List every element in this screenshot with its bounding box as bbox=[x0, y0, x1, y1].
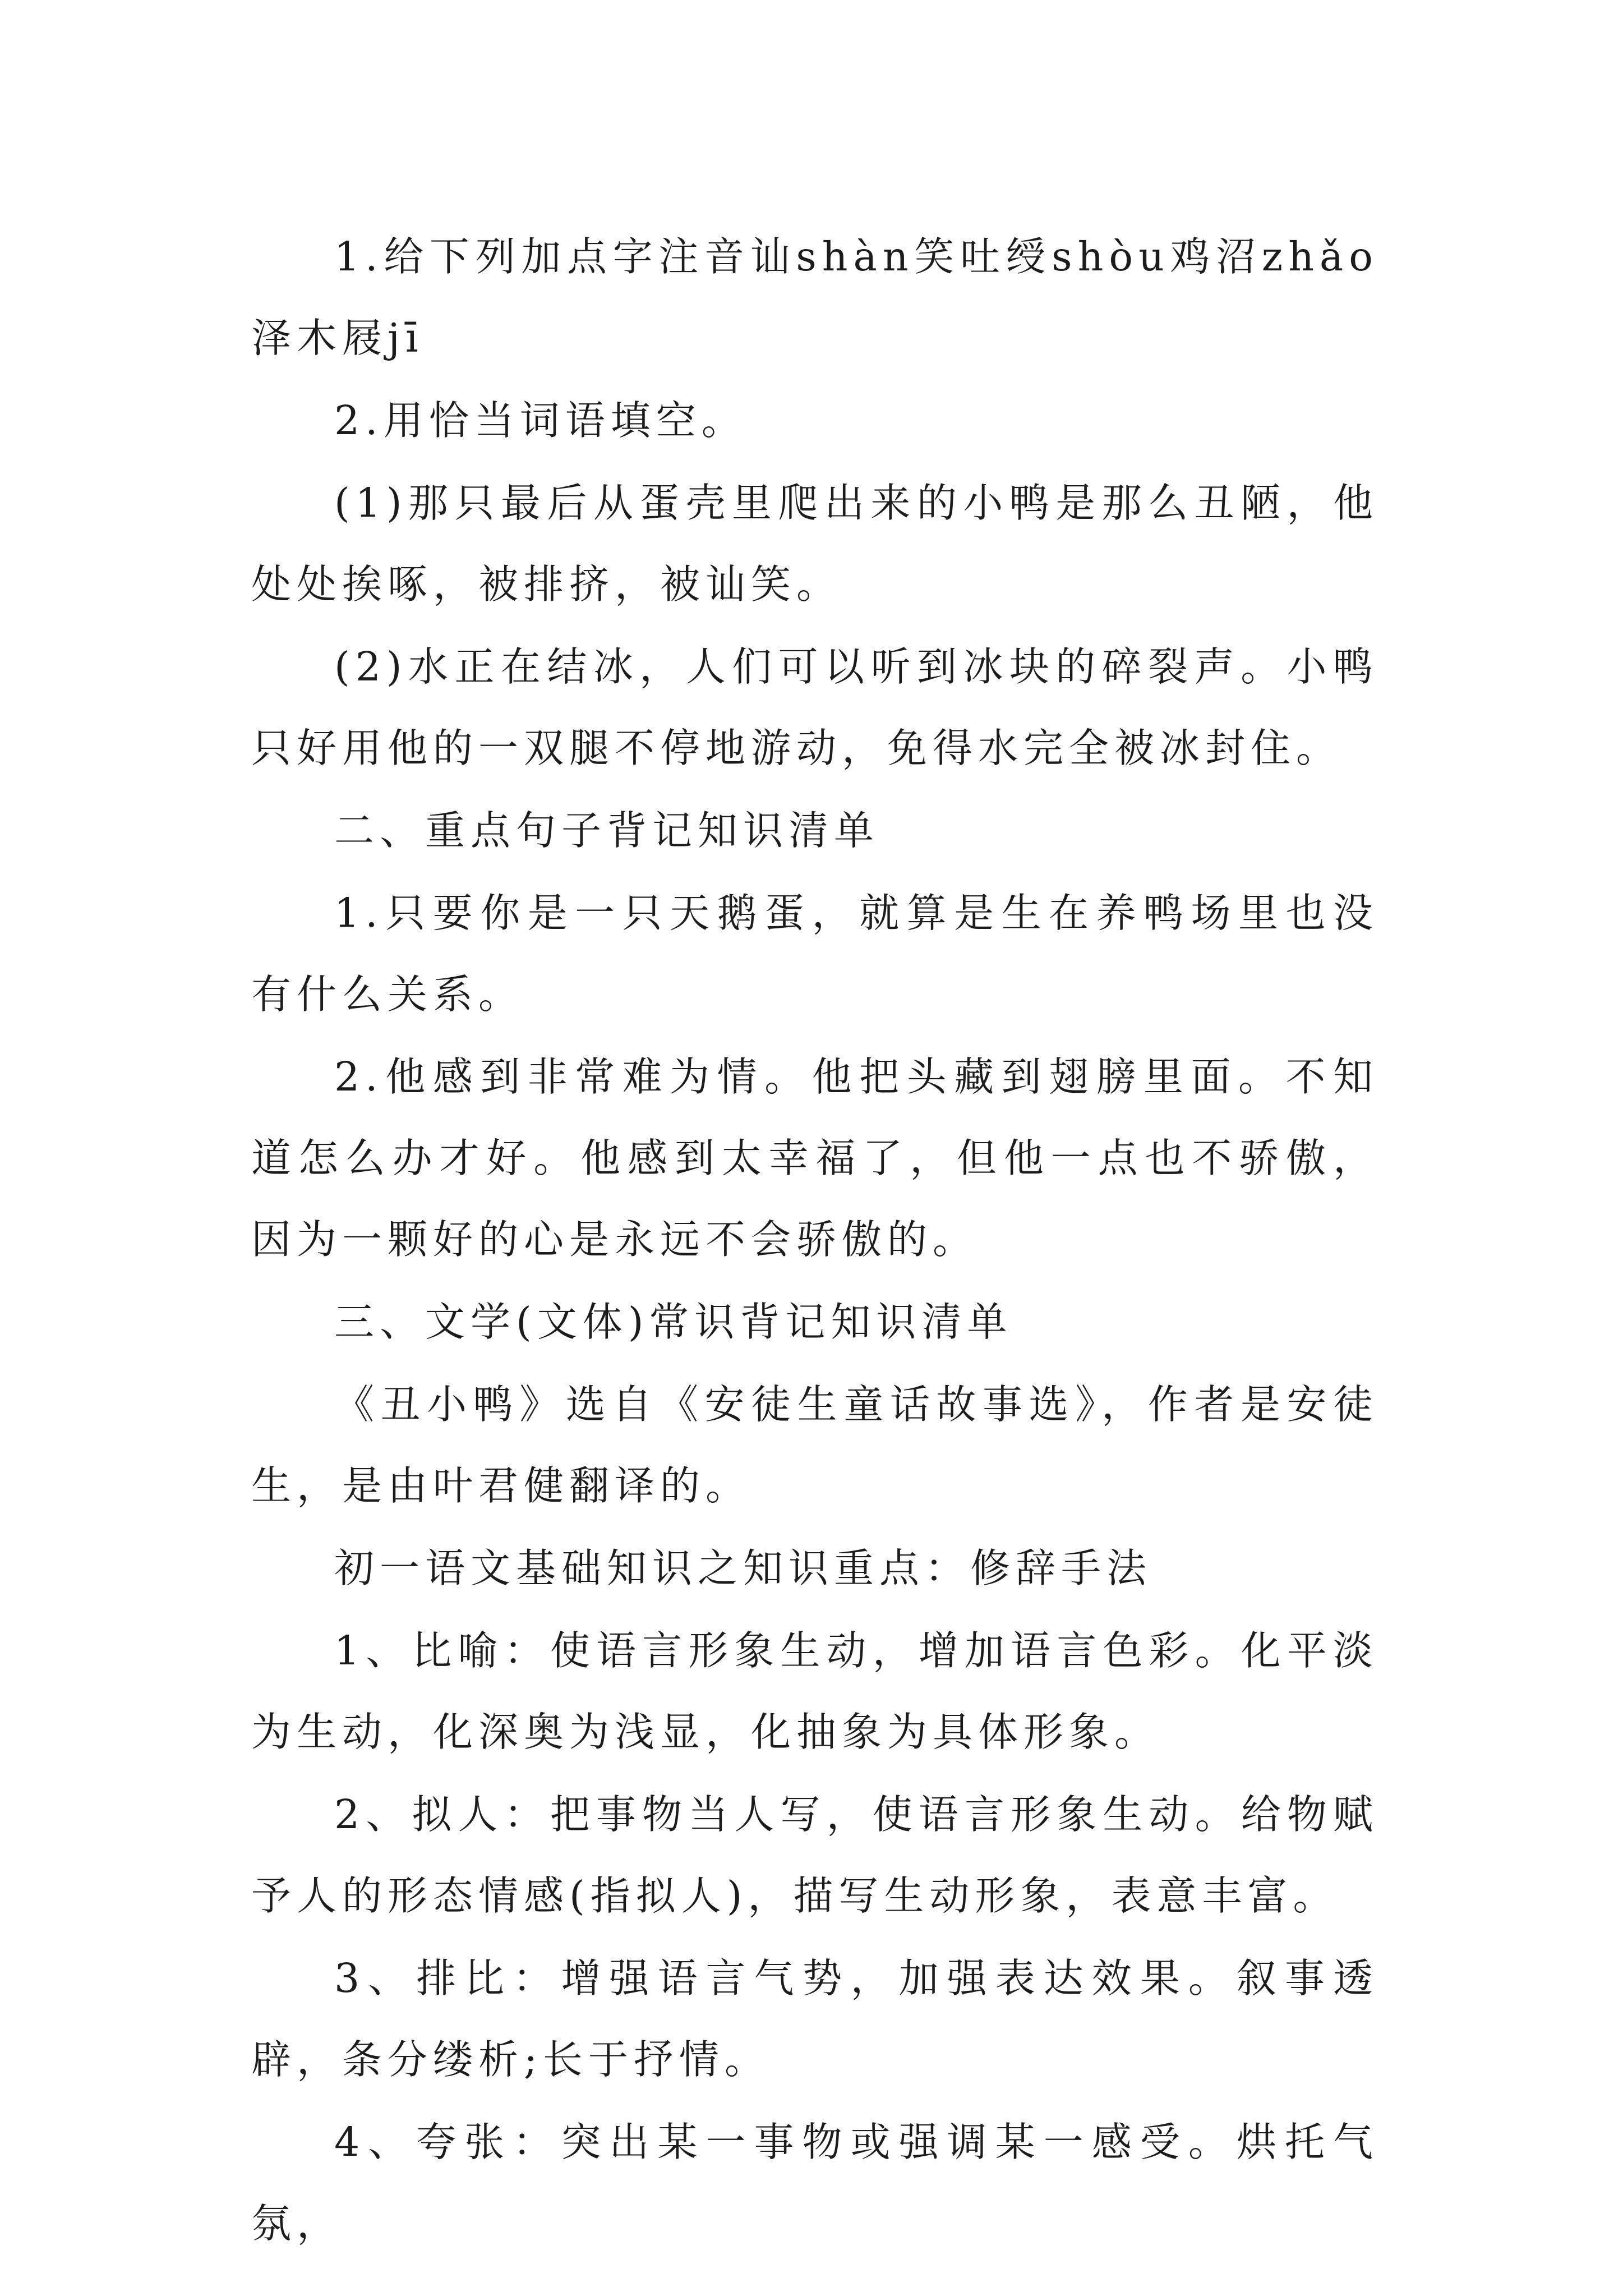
paragraph-fill-in-1: (1)那只最后从蛋壳里爬出来的小鸭是那么丑陋，他处处挨啄，被排挤，被讪笑。 bbox=[251, 480, 1378, 608]
paragraph-key-sentence-1: 1.只要你是一只天鹅蛋，就算是生在养鸭场里也没有什么关系。 bbox=[251, 890, 1378, 1018]
section-heading-literary-knowledge: 三、文学(文体)常识背记知识清单 bbox=[334, 1299, 1013, 1345]
paragraph-hyperbole: 4、夸张：突出某一事物或强调某一感受。烘托气氛， bbox=[251, 2119, 1378, 2247]
paragraph-key-sentence-2: 2.他感到非常难为情。他把头藏到翅膀里面。不知道怎么办才好。他感到太幸福了，但他一点也不骄傲，因为一颗好的心是永远不会骄傲的。 bbox=[251, 1053, 1378, 1263]
paragraph-parallelism: 3、排比：增强语言气势，加强表达效果。叙事透辟，条分缕析;长于抒情。 bbox=[251, 1955, 1378, 2083]
paragraph-fill-in-2: (2)水正在结冰，人们可以听到冰块的碎裂声。小鸭只好用他的一双腿不停地游动，免得水完全被冰封住。 bbox=[251, 643, 1378, 771]
paragraph-metaphor: 1、比喻：使语言形象生动，增加语言色彩。化平淡为生动，化深奥为浅显，化抽象为具体形象。 bbox=[251, 1627, 1378, 1755]
paragraph-personification: 2、拟人：把事物当人写，使语言形象生动。给物赋予人的形态情感(指拟人)，描写生动形象，表意丰富。 bbox=[251, 1791, 1378, 1919]
section-heading-rhetoric: 初一语文基础知识之知识重点：修辞手法 bbox=[334, 1545, 1152, 1591]
paragraph-literary-knowledge: 《丑小鸭》选自《安徒生童话故事选》，作者是安徒生，是由叶君健翻译的。 bbox=[251, 1381, 1378, 1509]
section-heading-key-sentences: 二、重点句子背记知识清单 bbox=[334, 807, 880, 854]
document-body bbox=[251, 216, 1378, 2265]
paragraph-pinyin-exercise: 1.给下列加点字注音讪shàn笑吐绶shòu鸡沼zhǎo泽木屐jī bbox=[251, 233, 1378, 361]
paragraph-fill-in-instruction: 2.用恰当词语填空。 bbox=[334, 397, 747, 444]
